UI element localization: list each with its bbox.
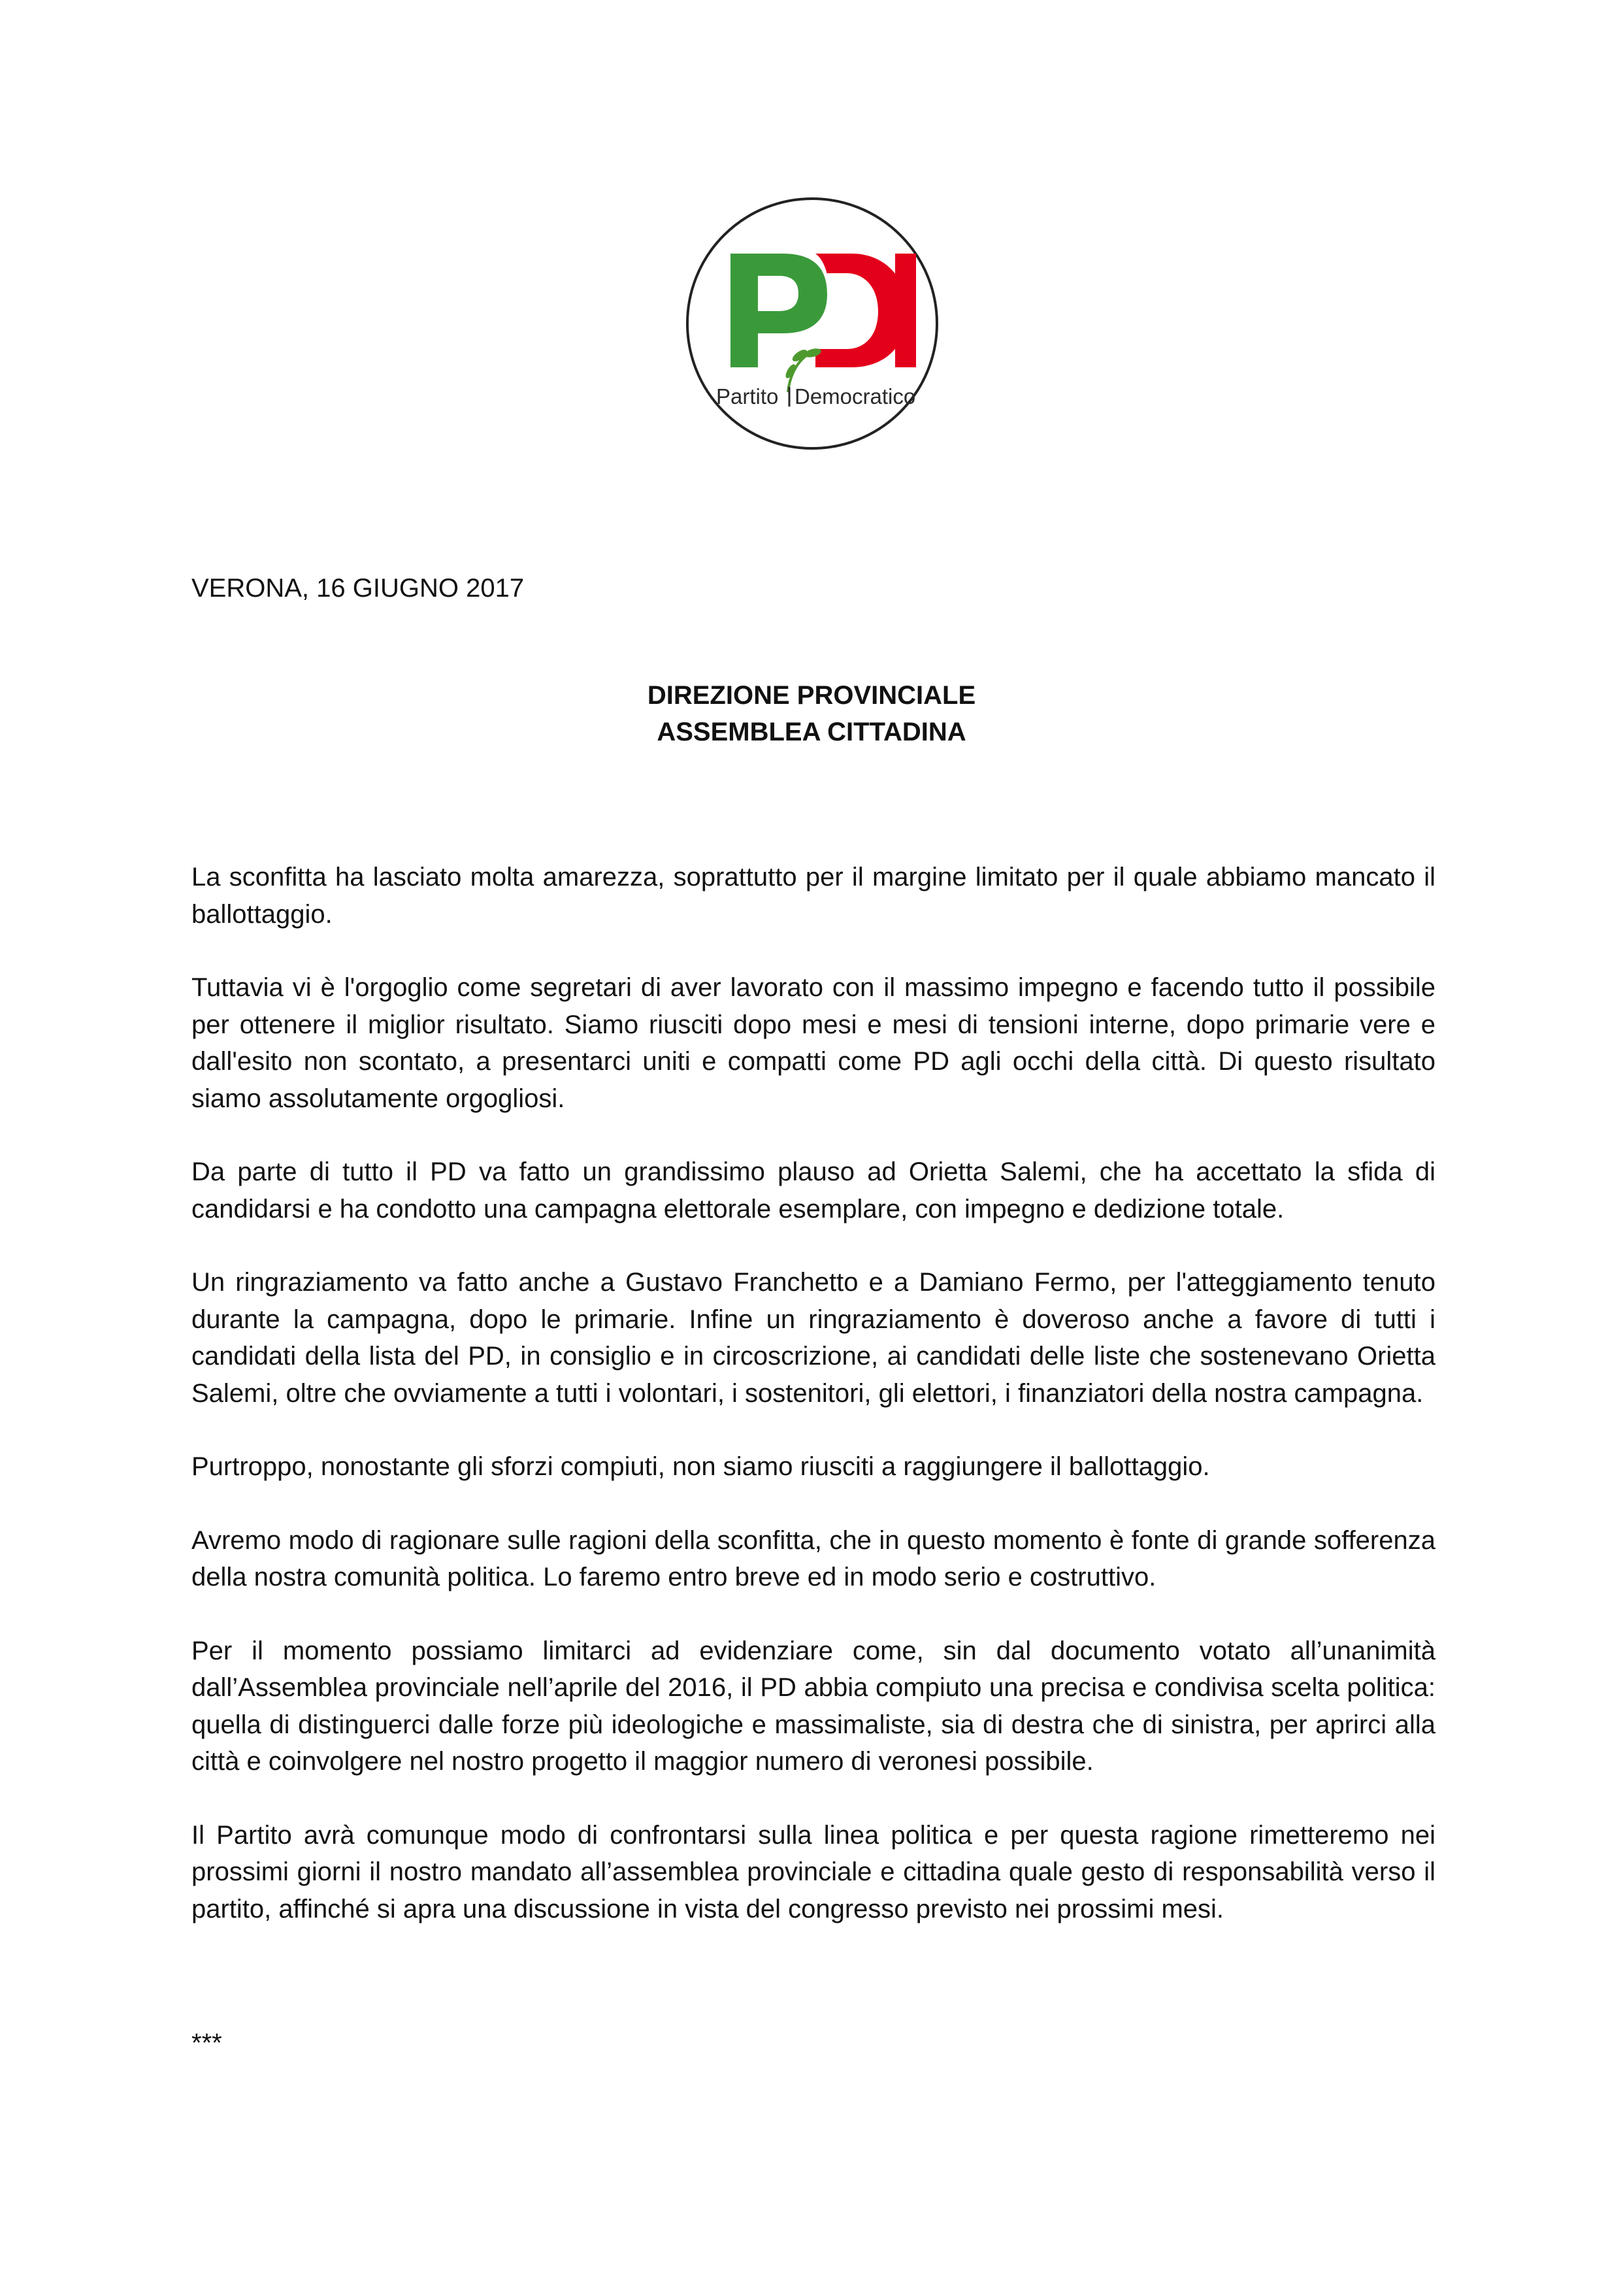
logo-wordmark-democratico: Democratico bbox=[795, 384, 916, 408]
pd-logo-icon bbox=[685, 196, 940, 451]
document-body bbox=[191, 859, 1435, 1964]
document-heading bbox=[0, 677, 1623, 750]
paragraph: La sconfitta ha lasciato molta amarezza, soprattutto per il margine limitato per il quale abbiamo mancato il ballottaggio. bbox=[191, 863, 1435, 929]
paragraph: Un ringraziamento va fatto anche a Gustavo Franchetto e a Damiano Fermo, per l'atteggiamento tenuto durante la campagna, dopo le primarie. Infine un ringraziamento è doveroso anche a favore di tutti i candidati della lista del PD, in consiglio e in circoscrizione, ai candidati delle liste che sostenevano Orietta Salemi, oltre che ovviamente a tutti i volontari, i sostenitori, gli elettori, i finanziatori della nostra campagna. bbox=[191, 1268, 1435, 1408]
heading-line-1: DIREZIONE PROVINCIALE bbox=[647, 681, 976, 710]
paragraph: Da parte di tutto il PD va fatto un grandissimo plauso ad Orietta Salemi, che ha accettato la sfida di candidarsi e ha condotto una campagna elettorale esemplare, con impegno e dedizione totale. bbox=[191, 1157, 1435, 1223]
paragraph: Purtroppo, nonostante gli sforzi compiuti, non siamo riusciti a raggiungere il ballottaggio. bbox=[191, 1452, 1210, 1481]
logo-red-bar bbox=[895, 254, 916, 367]
logo-wordmark-partito: Partito bbox=[716, 384, 779, 408]
party-logo bbox=[685, 196, 940, 451]
paragraph: Il Partito avrà comunque modo di confrontarsi sulla linea politica e per questa ragione rimetteremo nei prossimi giorni il nostro mandato all’assemblea provinciale e cittadina quale gesto di responsabilità verso il partito, affinché si apra una discussione in vista del congresso previsto nei prossimi mesi. bbox=[191, 1820, 1435, 1923]
closing-mark: *** bbox=[191, 2029, 222, 2057]
paragraph: Per il momento possiamo limitarci ad evidenziare come, sin dal documento votato all’unanimità dall’Assemblea provinciale nell’aprile del 2016, il PD abbia compiuto una precisa e condivisa scelta politica: quella di distinguerci dalle forze più ideologiche e massimaliste, sia di destra che di sinistra, per aprirci alla città e coinvolgere nel nostro progetto il maggior numero di veronesi possibile. bbox=[191, 1636, 1435, 1776]
paragraph: Avremo modo di ragionare sulle ragioni della sconfitta, che in questo momento è fonte di grande sofferenza della nostra comunità politica. Lo faremo entro breve ed in modo serio e costruttivo. bbox=[191, 1525, 1435, 1591]
paragraph: Tuttavia vi è l'orgoglio come segretari di aver lavorato con il massimo impegno e facendo tutto il possibile per ottenere il miglior risultato. Siamo riusciti dopo mesi e mesi di tensioni interne, dopo primarie vere e dall'esito non scontato, a presentarci uniti e compatti come PD agli occhi della città. Di questo risultato siamo assolutamente orgogliosi. bbox=[191, 973, 1435, 1113]
date-line: VERONA, 16 GIUGNO 2017 bbox=[191, 574, 525, 603]
heading-line-2: ASSEMBLEA CITTADINA bbox=[657, 718, 966, 746]
